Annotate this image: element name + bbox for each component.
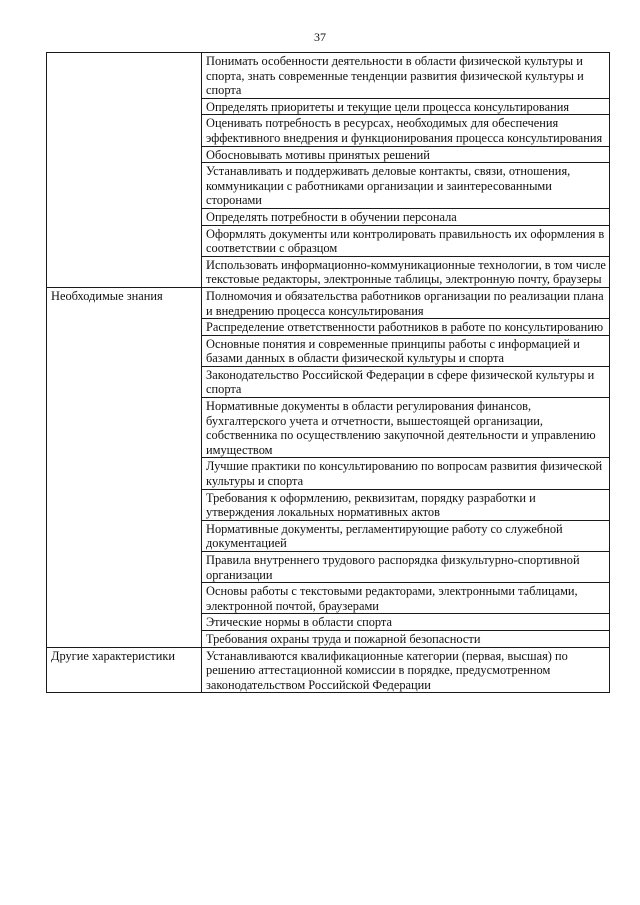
- section-item: Понимать особенности деятельности в области физической культуры и спорта, знать современные тенденции развития физической культуры и спорта: [202, 53, 610, 99]
- section-item: Устанавливаются квалификационные категории (первая, высшая) по решению аттестационной комиссии в порядке, предусмотренном законодательством Российской Федерации: [202, 647, 610, 693]
- section-item: Определять потребности в обучении персонала: [202, 208, 610, 225]
- section-item: Основные понятия и современные принципы работы с информацией и базами данных в области физической культуры и спорта: [202, 335, 610, 366]
- section-label: Другие характеристики: [47, 647, 202, 693]
- section-item: Полномочия и обязательства работников организации по реализации плана и внедрению процесса консультирования: [202, 287, 610, 318]
- section-item: Требования охраны труда и пожарной безопасности: [202, 630, 610, 647]
- section-item: Нормативные документы в области регулирования финансов, бухгалтерского учета и отчетности, вышестоящей организации, собственника по осуществлению закупочной деятельности и управлению имуществом: [202, 398, 610, 458]
- section-item: Устанавливать и поддерживать деловые контакты, связи, отношения, коммуникации с работниками организации и заинтересованными сторонами: [202, 163, 610, 209]
- section-label: [47, 53, 202, 288]
- table-row: [47, 287, 610, 318]
- section-item: Определять приоритеты и текущие цели процесса консультирования: [202, 98, 610, 115]
- section-item: Оценивать потребность в ресурсах, необходимых для обеспечения эффективного внедрения и функционирования процесса консультирования: [202, 115, 610, 146]
- section-label: Необходимые знания: [47, 287, 202, 647]
- section-item: Требования к оформлению, реквизитам, порядку разработки и утверждения локальных нормативных актов: [202, 489, 610, 520]
- section-item: Правила внутреннего трудового распорядка физкультурно-спортивной организации: [202, 552, 610, 583]
- section-item: Распределение ответственности работников в работе по консультированию: [202, 319, 610, 336]
- section-item: Использовать информационно-коммуникационные технологии, в том числе текстовые редакторы, электронные таблицы, электронную почту, браузеры: [202, 256, 610, 287]
- section-item: Обосновывать мотивы принятых решений: [202, 146, 610, 163]
- section-item: Нормативные документы, регламентирующие работу со служебной документацией: [202, 520, 610, 551]
- section-item: Лучшие практики по консультированию по вопросам развития физической культуры и спорта: [202, 458, 610, 489]
- section-item: Основы работы с текстовыми редакторами, электронными таблицами, электронной почтой, браузерами: [202, 583, 610, 614]
- section-item: Законодательство Российской Федерации в сфере физической культуры и спорта: [202, 366, 610, 397]
- table-body: [47, 53, 610, 693]
- section-item: Этические нормы в области спорта: [202, 614, 610, 631]
- qualification-table: [46, 52, 610, 693]
- table-row: [47, 647, 610, 693]
- section-item: Оформлять документы или контролировать правильность их оформления в соответствии с образцом: [202, 225, 610, 256]
- page-number: 37: [314, 30, 326, 44]
- table-row: [47, 53, 610, 99]
